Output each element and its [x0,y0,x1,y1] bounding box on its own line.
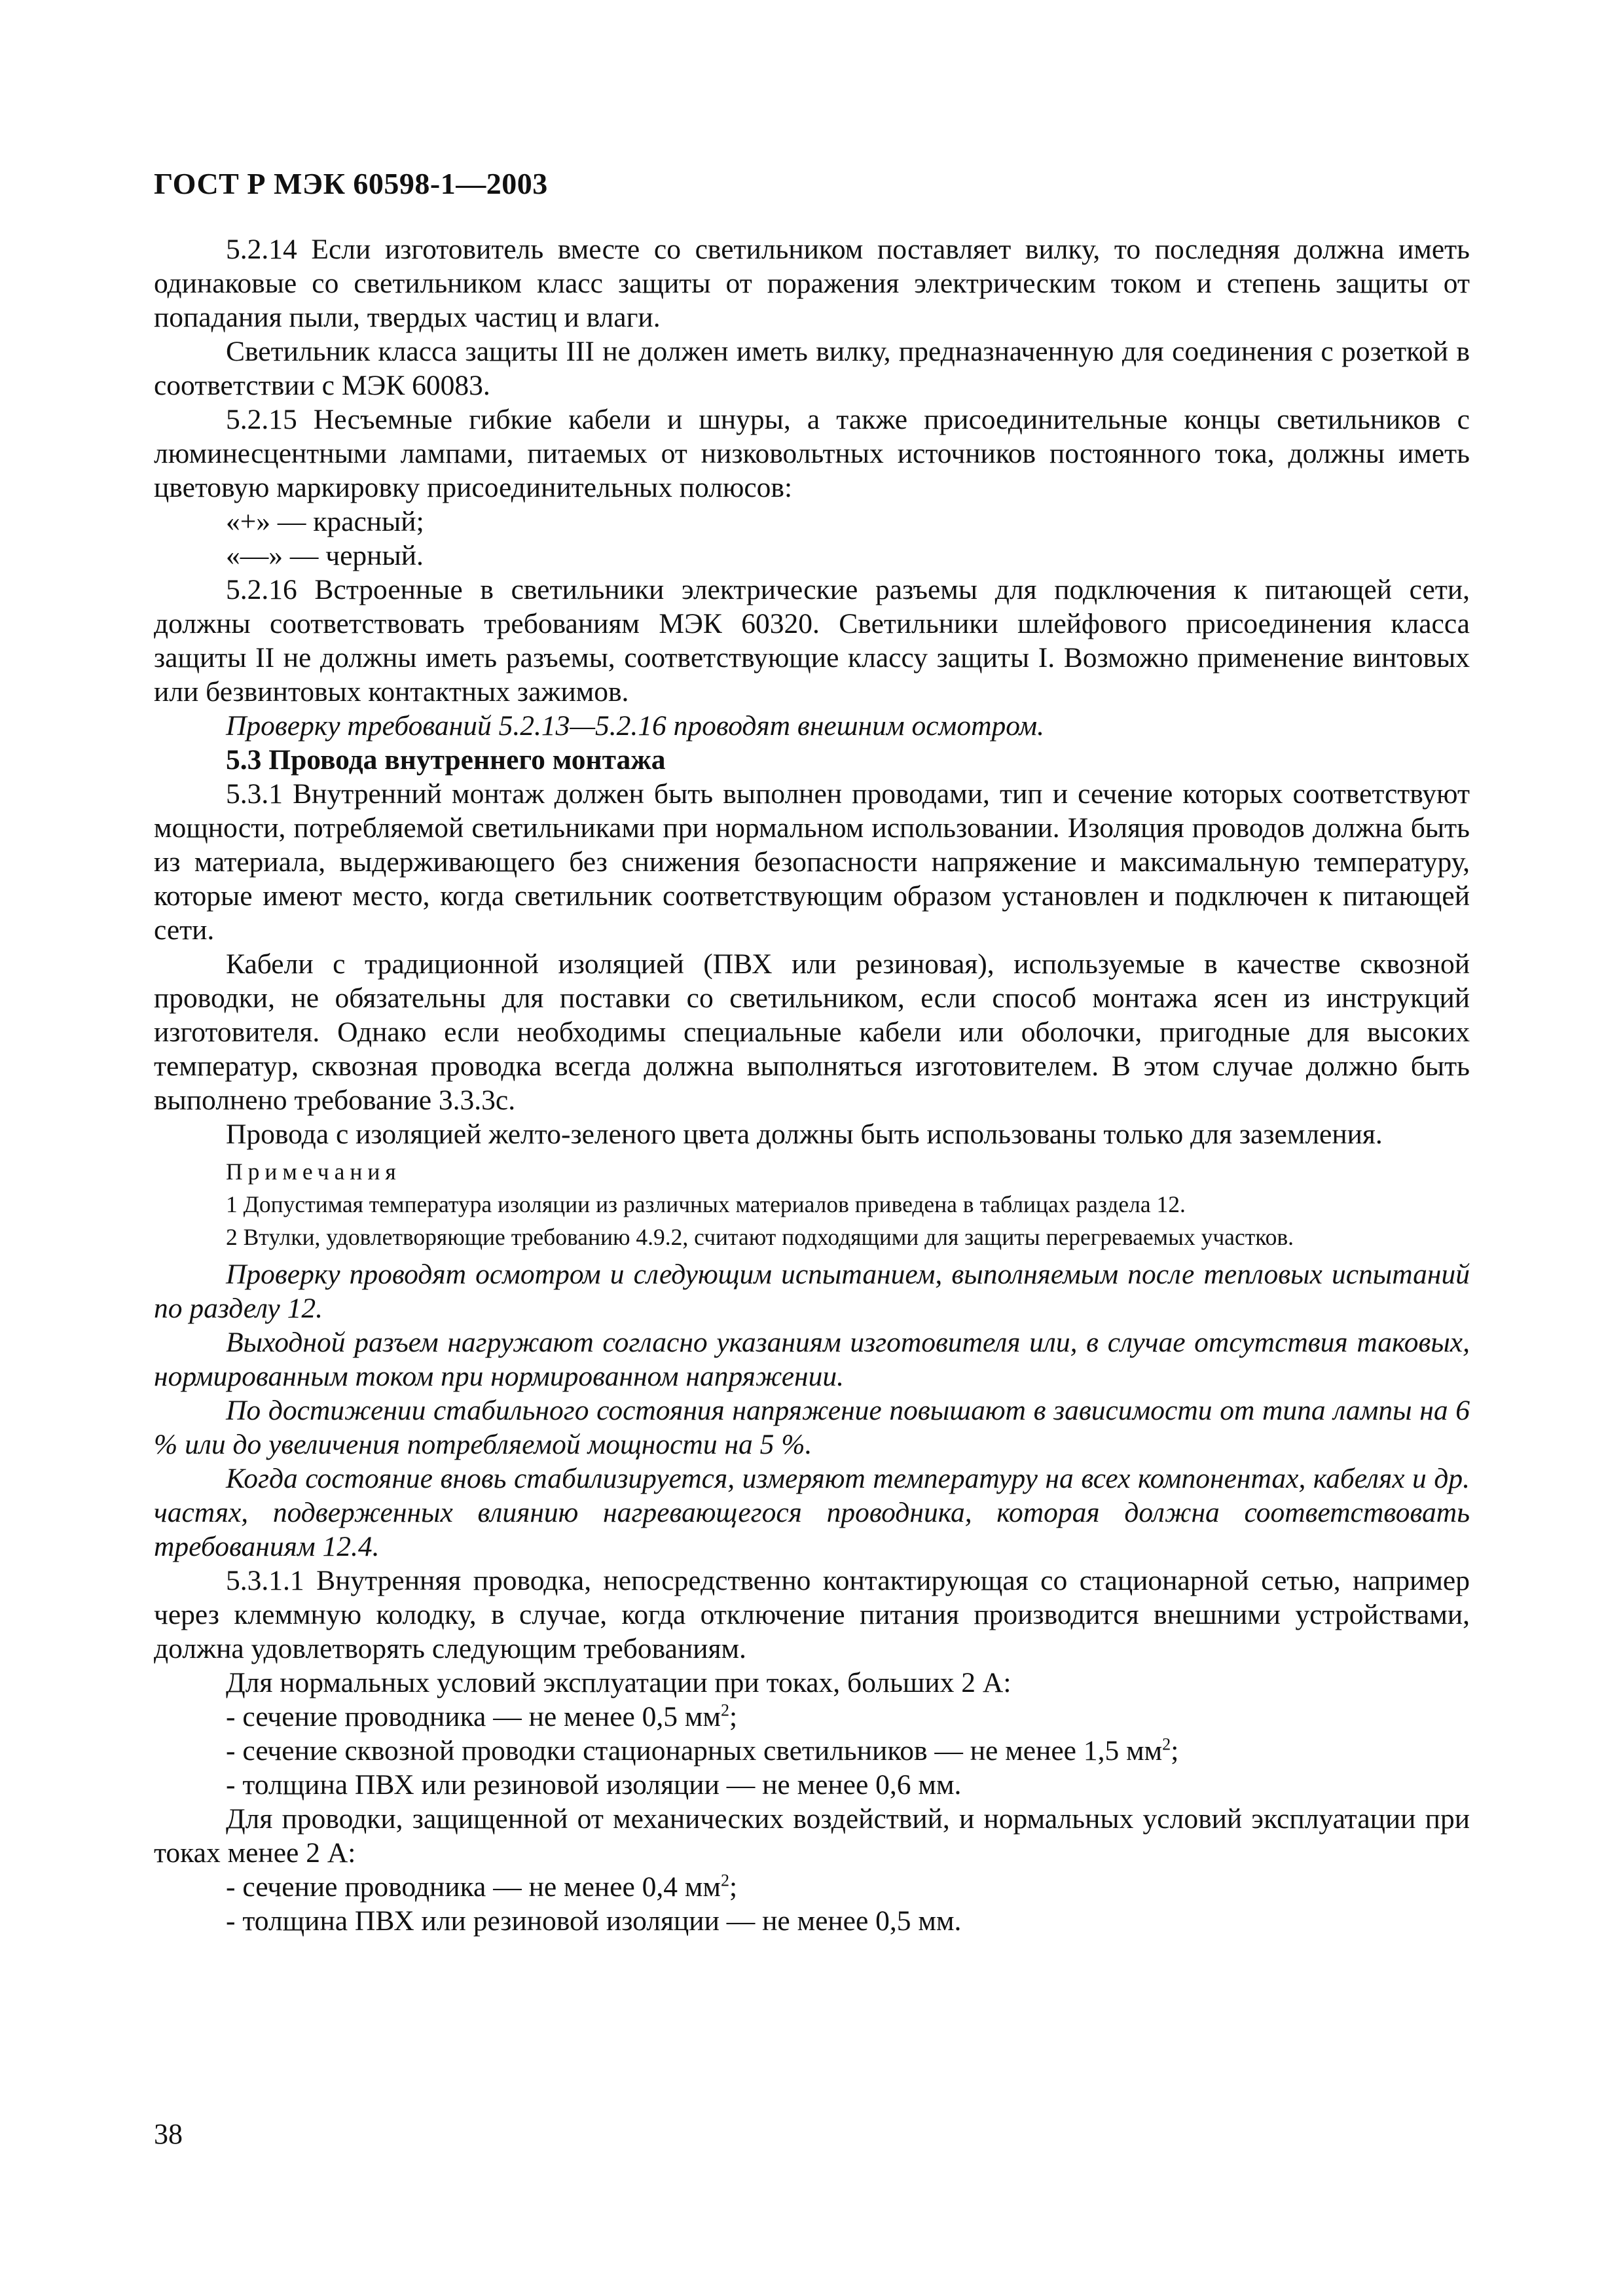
paragraph-voltage-increase: По достижении стабильного состояния напряжение повышают в зависимости от типа лампы на 6 % или до увеличения потребляемой мощности на 5 %. [154,1395,1470,1460]
paragraph-temperature-measure: Когда состояние вновь стабилизируется, измеряют температуру на всех компонентах, кабелях и др. частях, подверженных влиянию нагревающегося проводника, которая должна соответствовать требованиям 12.4. [154,1463,1470,1562]
paragraph-class-iii: Светильник класса защиты III не должен иметь вилку, предназначенную для соединения с розеткой в соответствии с МЭК 60083. [154,336,1470,401]
list-item-conductor-section-0-5: - сечение проводника — не менее 0,5 $мм^2$; [226,1700,738,1732]
list-item-through-wiring-1-5: - сечение сквозной проводки стационарных светильников — не менее 1,5 $мм^2$; [226,1734,1179,1767]
note-1: 1 Допустимая температура изоляции из различных материалов приведена в таблицах раздела 12. [226,1191,1186,1217]
paragraph-5-2-16: 5.2.16 Встроенные в светильники электрические разъемы для подключения к питающей сети, должны соответствовать требованиям МЭК 60320. Светильники шлейфового присоединения класса защиты II не должны иметь разъемы, соответствующие классу защиты I. Возможно применение винтовых или безвинтовых контактных зажимов. [154,574,1470,708]
list-item-minus-black: «—» — черный. [226,540,424,571]
paragraph-protected-wiring: Для проводки, защищенной от механических воздействий, и нормальных условий эксплуатации при токах менее 2 А: [154,1803,1470,1869]
paragraph-5-3-1: 5.3.1 Внутренний монтаж должен быть выполнен проводами, тип и сечение которых соответствуют мощности, потребляемой светильниками при нормальном использовании. Изоляция проводов должна быть из материала, выдерживающего без снижения безопасности напряжение и максимальную температуру, которые имеют место, когда светильник соответствующим образом установлен и подключен к питающей сети. [154,778,1470,946]
paragraph-check-visual: Проверку требований 5.2.13—5.2.16 проводят внешним осмотром. [226,710,1044,742]
paragraph-yellow-green: Провода с изоляцией желто-зеленого цвета должны быть использованы только для заземления. [226,1119,1383,1150]
section-heading-5-3: 5.3 Провода внутреннего монтажа [226,744,666,776]
notes-title: Примечания [226,1158,401,1185]
list-item-plus-red: «+» — красный; [226,506,424,537]
note-2: 2 Втулки, удовлетворяющие требованию 4.9.2, считают подходящими для защиты перегреваемых участков. [226,1224,1294,1250]
list-item-insulation-0-5: - толщина ПВХ или резиновой изоляции — не менее 0,5 мм. [226,1905,962,1937]
document-body [154,232,1470,1938]
paragraph-5-2-14: 5.2.14 Если изготовитель вместе со светильником поставляет вилку, то последняя должна иметь одинаковые со светильником класс защиты от поражения электрическим током и степень защиты от попадания пыли, твердых частиц и влаги. [154,234,1470,333]
list-item-conductor-section-0-4: - сечение проводника — не менее 0,4 $мм^2$; [226,1871,738,1903]
paragraph-cables-pvc: Кабели с традиционной изоляцией (ПВХ или резиновая), используемые в качестве сквозной проводки, не обязательны для поставки со светильником, если способ монтажа ясен из инструкций изготовителя. Однако если необходимы специальные кабели или оболочки, пригодные для высоких температур, сквозная проводка всегда должна выполняться изготовителем. В этом случае должно быть выполнено требование 3.3.3с. [154,948,1470,1116]
paragraph-5-3-1-1: 5.3.1.1 Внутренняя проводка, непосредственно контактирующая со стационарной сетью, например через клеммную колодку, в случае, когда отключение питания производится внешними устройствами, должна удовлетворять следующим требованиям. [154,1565,1470,1664]
paragraph-check-test: Проверку проводят осмотром и следующим испытанием, выполняемым после тепловых испытаний по разделу 12. [154,1259,1470,1324]
document-header: ГОСТ Р МЭК 60598-1—2003 [154,167,548,200]
page-number: 38 [154,2118,183,2150]
paragraph-5-2-15: 5.2.15 Несъемные гибкие кабели и шнуры, а также присоединительные концы светильников с люминесцентными лампами, питаемых от низковольтных источников постоянного тока, должны иметь цветовую маркировку присоединительных полюсов: [154,404,1470,503]
paragraph-normal-conditions: Для нормальных условий эксплуатации при токах, больших 2 А: [226,1667,1012,1698]
paragraph-output-socket: Выходной разъем нагружают согласно указаниям изготовителя или, в случае отсутствия таковых, нормированным током при нормированном напряжении. [154,1327,1470,1392]
list-item-insulation-0-6: - толщина ПВХ или резиновой изоляции — не менее 0,6 мм. [226,1769,962,1801]
